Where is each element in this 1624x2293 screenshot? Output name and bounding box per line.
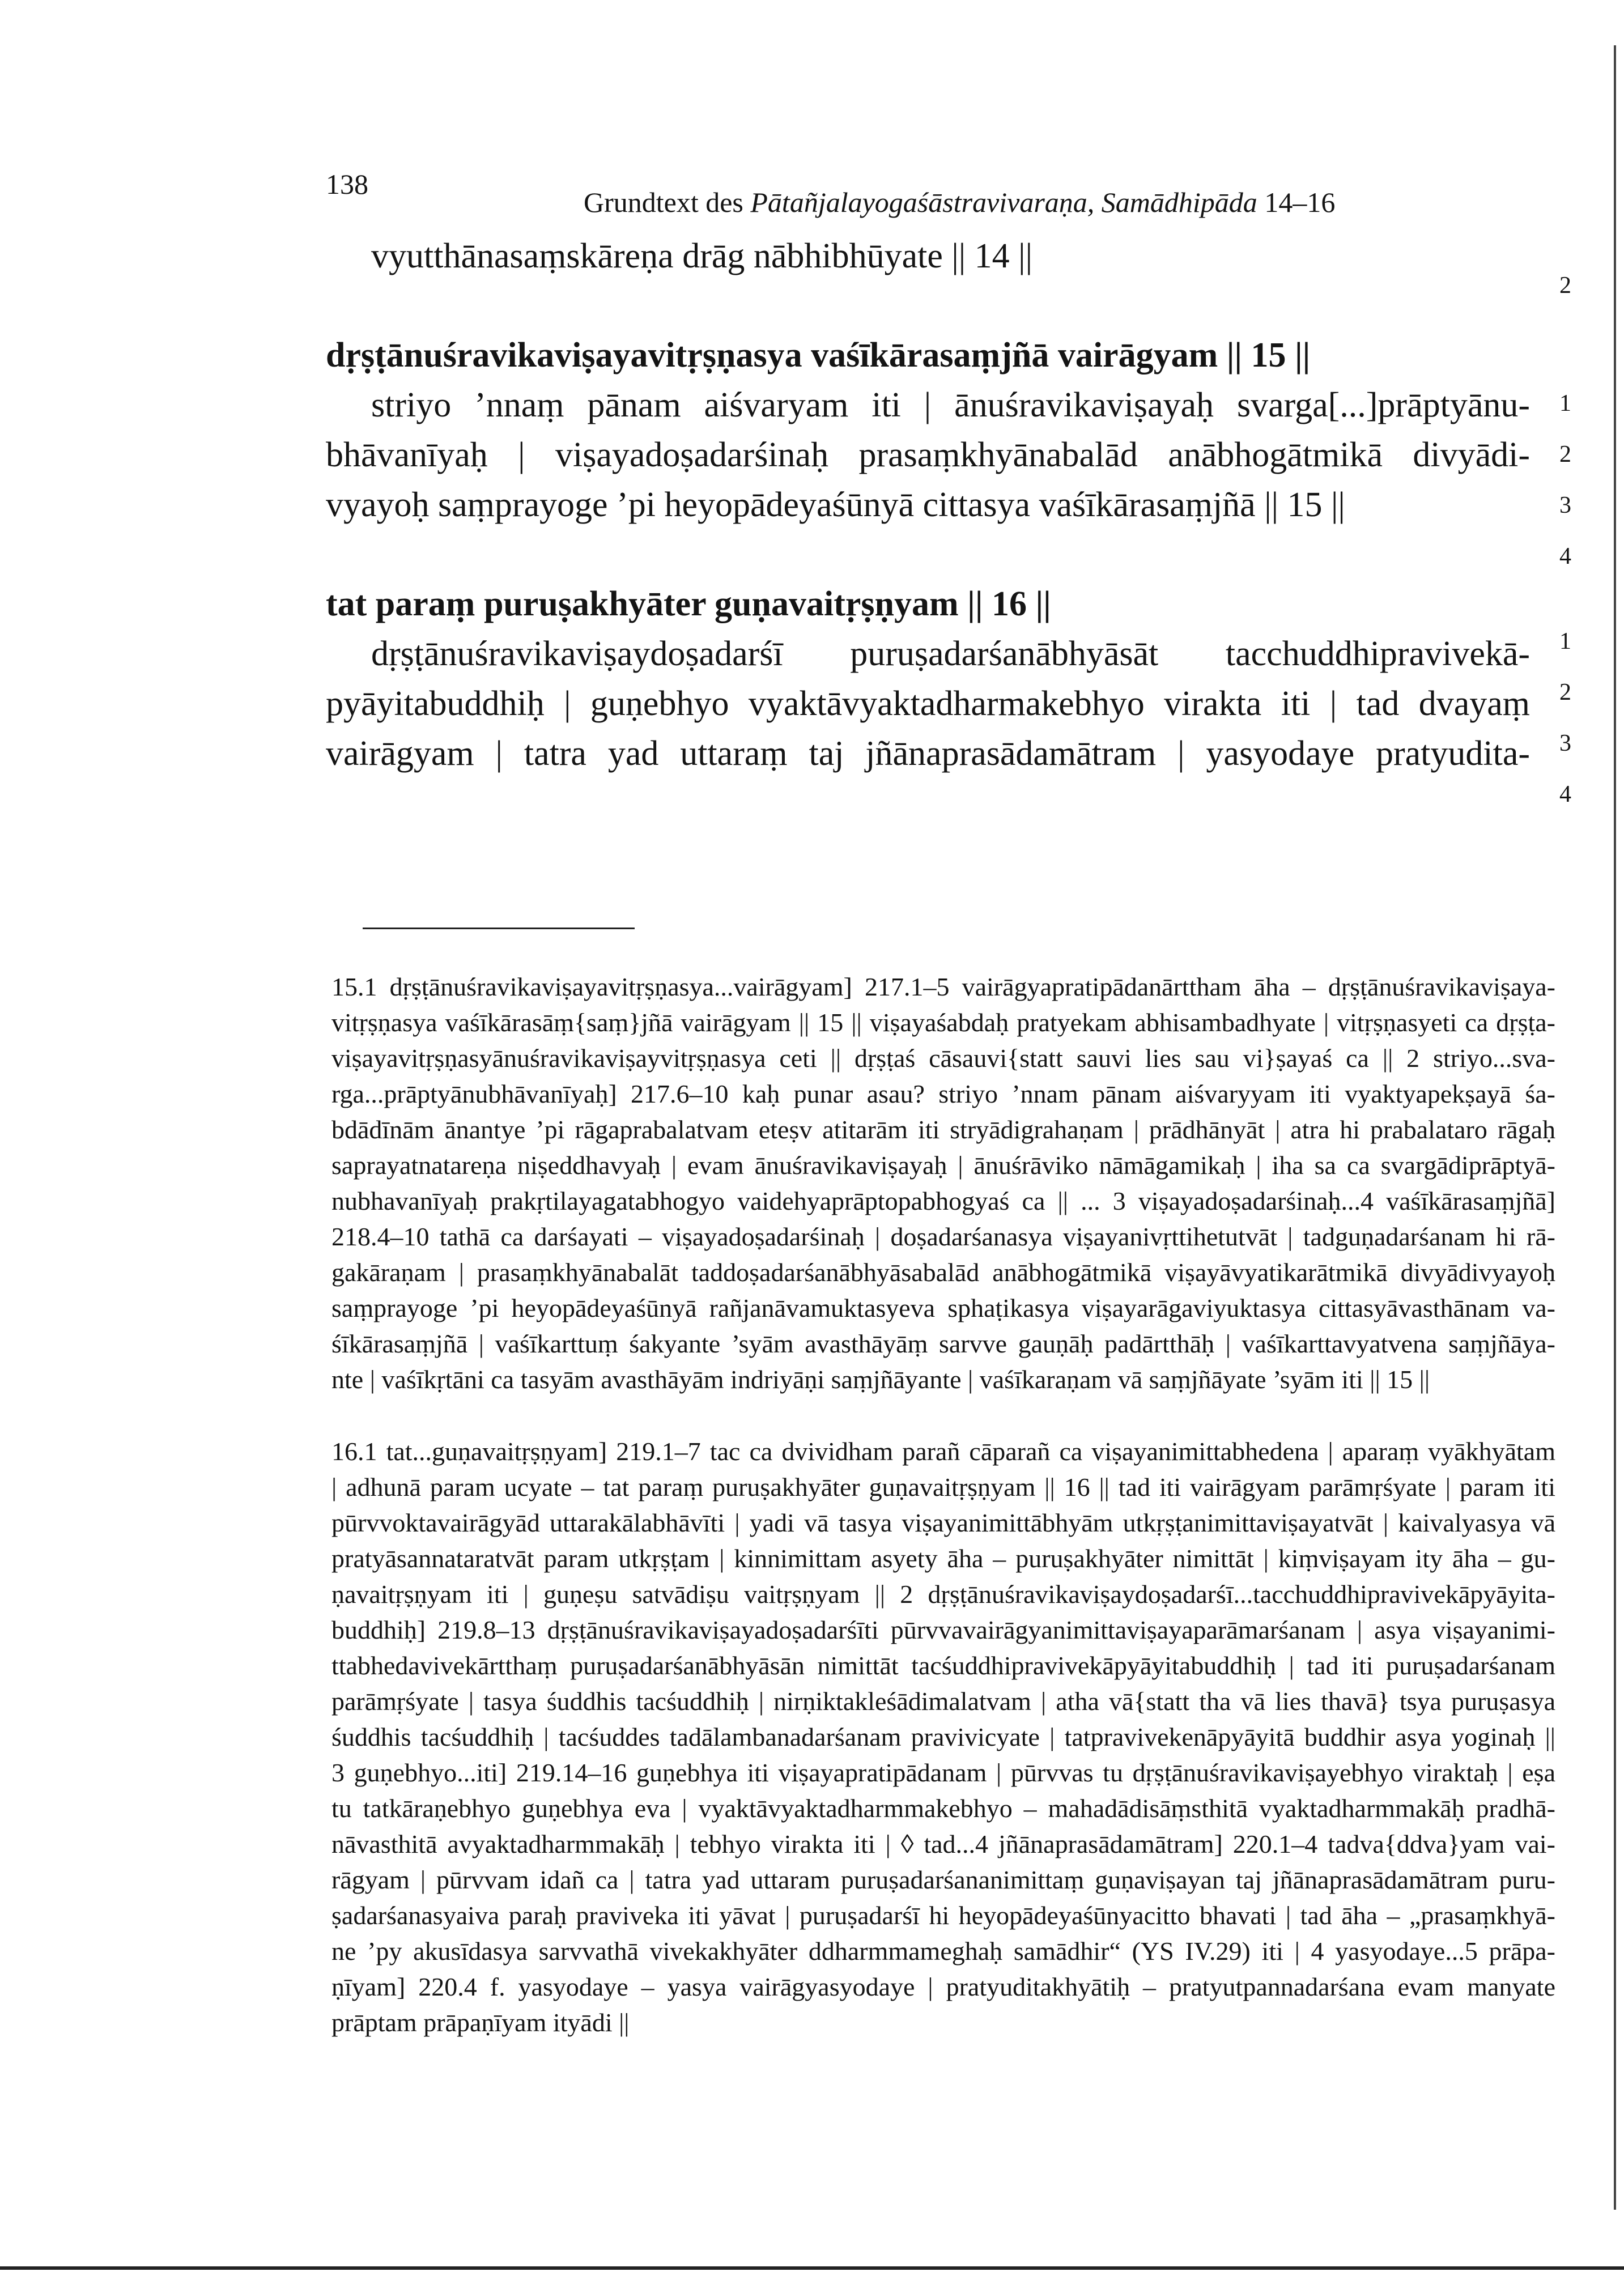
apparatus-note-15 xyxy=(331,969,1555,1397)
note-line: tu tatkāraṇebhyo guṇebhya eva | vyaktāvyaktadharmmakebhyo – mahadādisāṃsthitā vyaktadharmmakāḥ pradhā- xyxy=(331,1794,1555,1823)
note-line: ttabhedavivekārtthaṃ puruṣadarśanābhyāsān nimittāt tacśuddhipravivekāpyāyitabuddhiḥ | tad iti puruṣadarśanam xyxy=(331,1651,1555,1680)
note-line: 3 guṇebhyo...iti] 219.14–16 guṇebhya iti viṣayapratipādanam | pūrvvas tu dṛṣṭānuśravikaviṣayebhyo viraktaḥ | eṣa xyxy=(331,1758,1555,1787)
line-number: 4 xyxy=(1559,781,1571,807)
line-number: 3 xyxy=(1559,730,1571,756)
page-number: 138 xyxy=(326,168,368,200)
note-line: parāmṛśyate | tasya śuddhis tacśuddhiḥ | nirṇiktakleśādimalatvam | atha vā{statt tha vā lies thavā} tsya puruṣasya xyxy=(331,1687,1555,1716)
main-line: vyutthānasaṃskāreṇa drāg nābhibhūyate || 14 || xyxy=(371,237,1033,275)
line-number: 3 xyxy=(1559,492,1571,518)
main-line: bhāvanīyaḥ | viṣayadoṣadarśinaḥ prasaṃkhyānabalād anābhogātmikā divyādi- xyxy=(326,436,1530,474)
note-line: gakāraṇam | prasaṃkhyānabalāt taddoṣadarśanābhyāsabalād anābhogātmikā viṣayāvyatikarātmikā divyādivyayoḥ xyxy=(331,1258,1555,1287)
note-line: 15.1 dṛṣṭānuśravikaviṣayavitṛṣṇasya...vairāgyam] 217.1–5 vairāgyapratipādanārttham āha – dṛṣṭānuśravikaviṣaya- xyxy=(331,972,1555,1001)
line-number: 2 xyxy=(1559,679,1571,705)
note-line: śuddhis tacśuddhiḥ | tacśuddes tadālambanadarśanam pravivicyate | tatpravivekenāpyāyitā buddhir asya yoginaḥ || xyxy=(331,1722,1555,1751)
note-line: śīkārasaṃjñā | vaśīkarttuṃ śakyante ’syām avasthāyāṃ sarvve gauṇāḥ padārtthāḥ | vaśīkarttavyatvena saṃjñāya- xyxy=(331,1329,1555,1358)
note-line: 16.1 tat...guṇavaitṛṣṇyam] 219.1–7 tac ca dvividham parañ cāparañ ca viṣayanimittabhedena | aparaṃ vyākhyātam xyxy=(331,1437,1555,1466)
note-line: bdādīnām ānantye ’pi rāgaprabalatvam eteṣv atitarām iti stryādigrahaṇam | prādhānyāt | atra hi prabalataro rāgaḥ xyxy=(331,1115,1555,1144)
scan-edge-shadow xyxy=(1614,45,1616,2210)
note-line: rga...prāptyānubhāvanīyaḥ] 217.6–10 kaḥ punar asau? striyo ’nnam pānam aiśvaryyam iti vyaktyapekṣayā śa- xyxy=(331,1079,1555,1108)
note-line: | adhunā param ucyate – tat paraṃ puruṣakhyāter guṇavaitṛṣṇyam || 16 || tad iti vairāgyam parāmṛśyate | param iti xyxy=(331,1473,1555,1501)
main-line: vairāgyam | tatra yad uttaraṃ taj jñānaprasādamātram | yasyodaye pratyudita- xyxy=(326,734,1530,773)
note-line: buddhiḥ] 219.8–13 dṛṣṭānuśravikaviṣayadoṣadarśīti pūrvvavairāgyanimittaviṣayaparāmarśanam | asya viṣayanimi- xyxy=(331,1615,1555,1644)
note-line: ṣadarśanasyaiva paraḥ praviveka iti yāvat | puruṣadarśī hi heyopādeyaśūnyacitto bhavati | tad āha – „prasaṃkhyā- xyxy=(331,1901,1555,1930)
line-number: 2 xyxy=(1559,273,1571,299)
running-title-work: Pātañjalayogaśāstravivaraṇa, Samādhipāda xyxy=(750,186,1257,218)
note-line: saprayatnatareṇa niṣeddhavyaḥ | evam ānuśravikaviṣayaḥ | ānuśrāviko nāmāgamikaḥ | iha sa ca svargādiprāptyā- xyxy=(331,1151,1555,1180)
sutra-15: dṛṣṭānuśravikaviṣayavitṛṣṇasya vaśīkārasaṃjñā vairāgyam || 15 || xyxy=(326,336,1311,375)
note-line: 218.4–10 tathā ca darśayati – viṣayadoṣadarśinaḥ | doṣadarśanasya viṣayanivṛttihetutvāt | tadguṇadarśanam hi rā- xyxy=(331,1222,1555,1251)
note-line: pūrvvoktavairāgyād uttarakālabhāvīti | yadi vā tasya viṣayanimittābhyām utkṛṣṭanimittaviṣayatvāt | kaivalyasya vā xyxy=(331,1508,1555,1537)
sutra-16: tat paraṃ puruṣakhyāter guṇavaitṛṣṇyam || 16 || xyxy=(326,585,1051,623)
main-line: striyo ’nnaṃ pānam aiśvaryam iti | ānuśravikaviṣayaḥ svarga[...]prāptyānu- xyxy=(371,386,1530,424)
main-line: pyāyitabuddhiḥ | guṇebhyo vyaktāvyaktadharmakebhyo virakta iti | tad dvayaṃ xyxy=(326,684,1530,723)
main-text-block-3 xyxy=(326,579,1530,778)
running-title-range: 14–16 xyxy=(1257,186,1336,218)
note-line: ne ’py akusīdasya sarvvathā vivekakhyāter ddharmmameghaḥ samādhir“ (YS IV.29) iti | 4 yasyodaye...5 prāpa- xyxy=(331,1937,1555,1966)
note-line: nubhavanīyaḥ prakṛtilayagatabhogyo vaidehyaprāptopabhogyaś ca || ... 3 viṣayadoṣadarśinaḥ...4 vaśīkārasaṃjñā] xyxy=(331,1186,1555,1215)
note-line: nte | vaśīkṛtāni ca tasyām avasthāyām indriyāṇi saṃjñāyante | vaśīkaraṇam vā saṃjñāyate ’syām iti || 15 || xyxy=(331,1365,1430,1394)
running-title-text: Grundtext des xyxy=(584,186,751,218)
main-text-block-1 xyxy=(326,231,1530,281)
line-number: 2 xyxy=(1559,441,1571,467)
main-line: dṛṣṭānuśravikaviṣaydoṣadarśī puruṣadarśanābhyāsāt tacchuddhipravivekā- xyxy=(371,635,1530,673)
line-number: 1 xyxy=(1559,628,1571,654)
footnote-separator xyxy=(363,928,635,929)
main-line: vyayoḥ saṃprayoge ’pi heyopādeyaśūnyā cittasya vaśīkārasaṃjñā || 15 || xyxy=(326,486,1345,524)
main-text-block-2 xyxy=(326,330,1530,530)
note-line: nāvasthitā avyaktadharmmakāḥ | tebhyo virakta iti | ◊ tad...4 jñānaprasādamātram] 220.1–4 tadva{ddva}yam vai- xyxy=(331,1830,1555,1858)
scan-bottom-edge xyxy=(0,2266,1624,2270)
note-line: ṇavaitṛṣṇyam iti | guṇeṣu satvādiṣu vaitṛṣṇyam || 2 dṛṣṭānuśravikaviṣaydoṣadarśī...tacchuddhipravivekāpyāyita- xyxy=(331,1580,1555,1609)
note-line: ṇīyam] 220.4 f. yasyodaye – yasya vairāgyasyodaye | pratyuditakhyātiḥ – pratyutpannadarśana evam manyate xyxy=(331,1972,1555,2001)
note-line: prāptam prāpaṇīyam ityādi || xyxy=(331,2008,630,2037)
note-line: rāgyam | pūrvvam idañ ca | tatra yad uttaram puruṣadarśananimittaṃ guṇaviṣayan taj jñānaprasādamātram puru- xyxy=(331,1865,1555,1894)
note-line: saṃprayoge ’pi heyopādeyaśūnyā rañjanāvamuktasyeva sphaṭikasya viṣayarāgaviyuktasya cittasyāvasthānam va- xyxy=(331,1294,1555,1322)
note-line: vitṛṣṇasya vaśīkārasāṃ{saṃ}jñā vairāgyam || 15 || viṣayaśabdaḥ pratyekam abhisambadhyate | vitṛṣṇasyeti ca dṛṣṭa- xyxy=(331,1008,1555,1037)
line-number: 1 xyxy=(1559,390,1571,416)
apparatus-note-16 xyxy=(331,1433,1555,2040)
line-number: 4 xyxy=(1559,543,1571,569)
note-line: pratyāsannataratvāt param utkṛṣṭam | kinnimittam asyety āha – puruṣakhyāter nimittāt | kiṃviṣayam ity āha – gu- xyxy=(331,1544,1555,1573)
running-title xyxy=(584,186,1335,219)
note-line: viṣayavitṛṣṇasyānuśravikaviṣayvitṛṣṇasya ceti || dṛṣṭaś cāsauvi{statt sauvi lies sau vi}ṣayaś ca || 2 striyo...sva- xyxy=(331,1044,1555,1073)
